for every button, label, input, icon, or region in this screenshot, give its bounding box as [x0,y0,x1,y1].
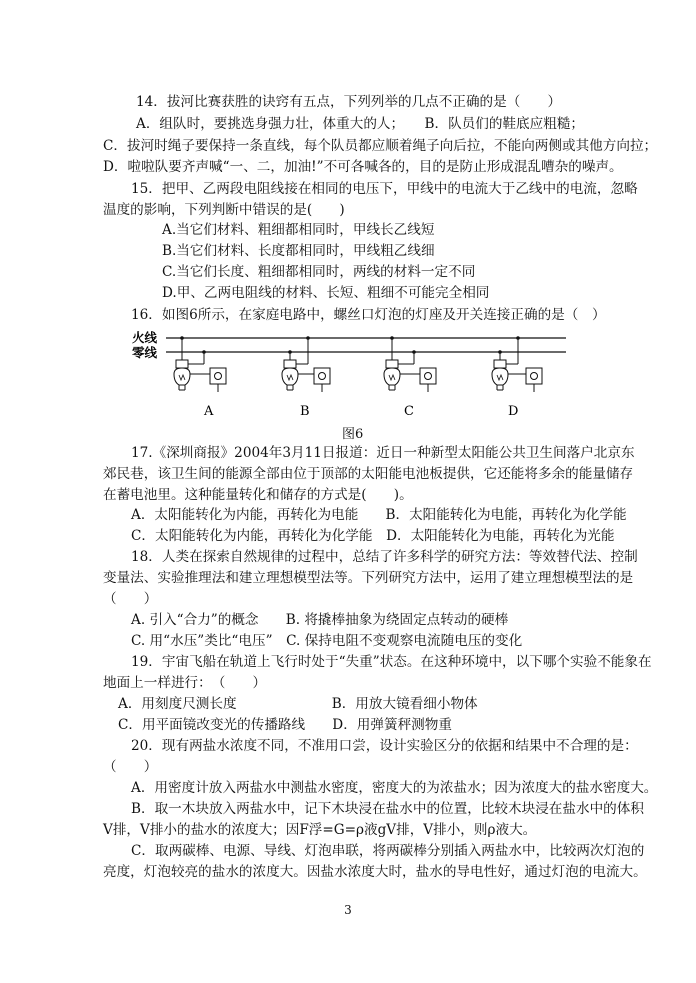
q18-stem-line1: 18．人类在探索自然规律的过程中，总结了许多科学的研究方法：等效替代法、控制 [131,549,638,565]
live-wire-label: 火线 [132,330,158,345]
q20-option-a: A．用密度计放入两盐水中测盐水密度，密度大的为浓盐水；因为浓度大的盐水密度大。 [131,780,658,796]
circuit-label-b: B [300,404,310,418]
q17-options-ab: A．太阳能转化为内能，再转化为电能 B．太阳能转化为电能，再转化为化学能 [131,507,627,523]
circuit-label-c: C [404,404,414,418]
circuit-label-a: A [204,404,214,418]
q19-options-ab: A．用刻度尺测长度 B．用放大镜看细小物体 [118,696,478,712]
q20-option-b-line2: V排，V排小的盐水的浓度大；因F浮=G=ρ液gV排，V排小，则ρ液大。 [103,822,537,838]
q14-option-c: C．拔河时绳子要保持一条直线，每个队员都应顺着绳子向后拉，不能向两侧或其他方向拉； [103,138,658,154]
figure-caption: 图6 [342,427,364,442]
q20-stem-line1: 20．现有两盐水浓度不同，不准用口尝，设计实验区分的依据和结果中不合理的是： [131,738,638,754]
q20-option-c-line1: C．取两碳棒、电源、导线、灯泡串联，将两碳棒分别插入两盐水中，比较两次灯泡的 [131,843,645,859]
q15-option-d: D.甲、乙两电阻线的材料、长短、粗细不可能完全相同 [162,285,490,301]
q14-stem: 14．拔河比赛获胜的诀窍有五点，下列列举的几点不正确的是（ ） [136,94,562,110]
q19-options-cd: C．用平面镜改变光的传播路线 D．用弹簧秤测物重 [118,717,452,733]
q15-stem-line2: 温度的影响，下列判断中错误的是( ) [103,202,345,218]
switch-icon [526,368,542,384]
q15-option-a: A.当它们材料、粗细都相同时，甲线长乙线短 [162,222,435,238]
q19-stem-line1: 19．宇宙飞船在轨道上飞行时处于“失重”状态。在这种环境中，以下哪个实验不能象在 [131,654,652,670]
q17-stem-line2: 郊民巷，该卫生间的能源全部由位于顶部的太阳能电池板提供，它还能将多余的能量储存 [103,466,634,482]
q17-stem-line1: 17.《深圳商报》2004年3月11日报道：近日一种新型太阳能公共卫生间落户北京东 [131,445,635,461]
circuit-option-a [174,336,226,392]
q15-stem-line1: 15．把甲、乙两段电阻线接在相同的电压下，甲线中的电流大于乙线中的电流，忽略 [131,181,638,197]
figure-6-circuit-diagram [130,326,570,418]
circuit-option-d [492,336,542,392]
switch-icon [420,368,436,384]
neutral-wire-label: 零线 [132,345,158,360]
q15-option-b: B.当它们材料、长度都相同时，甲线粗乙线细 [162,243,435,259]
q18-options-cd: C. 用“水压”类比“电压” C. 保持电阻不变观察电流随电压的变化 [131,633,523,649]
switch-icon [210,368,226,384]
circuit-option-b [282,336,330,392]
q20-stem-line2: （ ） [103,759,158,775]
q19-stem-line2: 地面上一样进行： （ ） [103,675,267,691]
circuit-option-c [384,336,436,392]
q16-stem: 16．如图6所示，在家庭电路中，螺丝口灯泡的灯座及开关连接正确的是（ ） [131,307,606,323]
q17-stem-line3: 在蓄电池里。这种能量转化和储存的方式是( )。 [103,487,413,503]
circuit-label-d: D [508,404,519,418]
switch-icon [314,368,330,384]
q14-options-ab: A．组队时，要挑选身强力壮，体重大的人； B．队员们的鞋底应粗糙； [136,116,585,132]
page-number: 3 [344,903,352,917]
q14-option-d: D．啦啦队要齐声喊“一、二，加油!”不可各喊各的，目的是防止形成混乱嘈杂的噪声。 [103,159,623,175]
q18-stem-line3: （ ） [103,591,158,607]
q18-options-ab: A. 引入“合力”的概念 B. 将撬棒抽象为绕固定点转动的硬棒 [131,612,509,628]
q20-option-b-line1: B．取一木块放入两盐水中，记下木块浸在盐水中的位置，比较木块浸在盐水中的体积 [131,801,644,817]
q18-stem-line2: 变量法、实验推理法和建立理想模型法等。下列研究方法中，运用了建立理想模型法的是 [103,570,634,586]
q17-options-cd: C．太阳能转化为内能，再转化为化学能 D．太阳能转化为电能，再转化为光能 [131,528,615,544]
q20-option-c-line2: 亮度，灯泡较亮的盐水的浓度大。因盐水浓度大时，盐水的导电性好，通过灯泡的电流大。 [103,864,647,880]
q15-option-c: C.当它们长度、粗细都相同时，两线的材料一定不同 [162,264,476,280]
